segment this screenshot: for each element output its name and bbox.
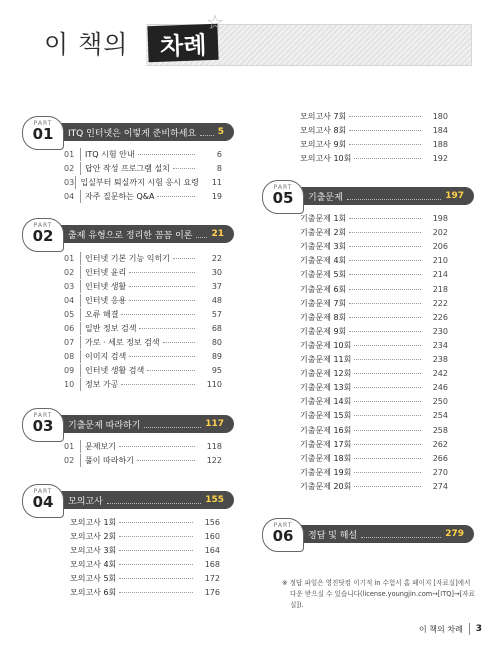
- part-05-header[interactable]: [262, 180, 474, 212]
- toc-leader: [121, 314, 195, 315]
- toc-item-number: 02: [64, 162, 81, 175]
- toc-item-page: 122: [206, 456, 222, 465]
- toc-item-page: 246: [432, 383, 448, 393]
- toc-item-label: 기출문제 12회: [300, 369, 352, 379]
- toc-leader: [349, 289, 421, 290]
- toc-item[interactable]: [300, 212, 448, 225]
- toc-leader: [119, 578, 193, 579]
- toc-item-label: 기출문제 4회: [300, 256, 347, 266]
- toc-item[interactable]: [70, 544, 220, 557]
- toc-leader: [349, 232, 421, 233]
- download-note: [282, 578, 482, 611]
- toc-item-page: 37: [211, 282, 222, 291]
- toc-item-number: 02: [64, 266, 81, 279]
- toc-item-page: 210: [432, 256, 448, 266]
- toc-item-label: 입실부터 퇴실까지 시험 응시 요령: [80, 178, 199, 187]
- part-01-page: 5: [217, 127, 224, 137]
- toc-item-page: 214: [432, 270, 448, 280]
- part-02-title: 출제 유형으로 정리한 꼼꼼 이론: [68, 230, 193, 241]
- toc-leader: [173, 168, 195, 169]
- part-03-page: 117: [205, 419, 224, 429]
- toc-leader: [137, 460, 195, 461]
- toc-item-label: 기출문제 1회: [300, 214, 347, 223]
- toc-item-page: 270: [432, 467, 448, 477]
- toc-leader: [354, 345, 421, 346]
- toc-leader: [119, 536, 193, 537]
- toc-item-label: 자주 질문하는 Q&A: [85, 192, 155, 201]
- toc-item[interactable]: [300, 438, 448, 451]
- toc-item-label: 모의고사 3회: [70, 546, 117, 555]
- part-05-title: 기출문제: [308, 192, 343, 203]
- toc-item-number: 03: [64, 280, 81, 293]
- toc-item[interactable]: [64, 364, 222, 377]
- toc-item-label: 기출문제 11회: [300, 355, 352, 364]
- toc-item-page: 254: [432, 411, 448, 421]
- toc-leader: [173, 258, 195, 259]
- toc-item[interactable]: [300, 452, 448, 465]
- toc-item[interactable]: [300, 311, 448, 324]
- toc-item[interactable]: [300, 325, 448, 338]
- toc-item[interactable]: [70, 558, 220, 571]
- toc-item[interactable]: [300, 297, 448, 310]
- toc-leader: [129, 300, 195, 301]
- part-03-header[interactable]: [22, 408, 234, 440]
- part-05-page: 197: [445, 191, 464, 201]
- toc-item[interactable]: [300, 240, 448, 253]
- page-footer: [419, 623, 482, 635]
- toc-leader: [129, 286, 195, 287]
- toc-item-label: 기출문제 19회: [300, 467, 352, 477]
- toc-item[interactable]: [300, 254, 448, 267]
- toc-item[interactable]: [300, 124, 448, 137]
- toc-item-number: 04: [64, 294, 81, 307]
- toc-item-page: 230: [432, 326, 448, 336]
- toc-item-number: 04: [64, 190, 81, 203]
- toc-item-number: 05: [64, 308, 81, 321]
- toc-leader: [354, 444, 421, 445]
- part-04-page: 155: [205, 495, 224, 505]
- toc-item[interactable]: [70, 516, 220, 529]
- part-04-title: 모의고사: [68, 496, 103, 507]
- toc-item-label: 모의고사 1회: [70, 518, 117, 527]
- toc-item-label: 기출문제 7회: [300, 298, 347, 308]
- toc-item-label: 인터넷 생활 검색: [85, 366, 145, 375]
- toc-item-label: 인터넷 윤리: [85, 268, 127, 277]
- toc-item-label: 모의고사 5회: [70, 574, 117, 583]
- part-04-header[interactable]: [22, 484, 234, 516]
- part-06-bar: [296, 525, 474, 543]
- toc-item-label: 기출문제 15회: [300, 411, 352, 421]
- toc-item-label: 기출문제 10회: [300, 340, 352, 350]
- toc-leader: [354, 486, 421, 487]
- footer-label: 이 책의 차례: [419, 624, 463, 634]
- toc-item-page: 266: [432, 453, 448, 463]
- toc-item-number: 08: [64, 350, 81, 363]
- toc-item-page: 222: [432, 298, 448, 308]
- toc-item-label: 기출문제 20회: [300, 481, 352, 491]
- part-03-title: 기출문제 따라하기: [68, 420, 141, 431]
- toc-leader: [119, 564, 193, 565]
- part-05-bar: [296, 187, 474, 205]
- toc-item-page: 89: [211, 352, 222, 361]
- toc-item[interactable]: [300, 283, 448, 296]
- toc-leader: [349, 130, 421, 131]
- toc-item-page: 234: [432, 340, 448, 350]
- toc-item-number: 06: [64, 322, 81, 335]
- toc-item-number: 09: [64, 364, 81, 377]
- toc-item-page: 226: [432, 312, 448, 322]
- toc-leader: [129, 272, 195, 273]
- toc-item[interactable]: [64, 378, 222, 391]
- toc-item-page: 184: [432, 126, 448, 135]
- toc-item-label: 모의고사 9회: [300, 140, 347, 149]
- part-02-badge: PART 02: [22, 218, 64, 252]
- title-text: 이 책의: [44, 30, 129, 59]
- toc-item[interactable]: [300, 480, 448, 493]
- toc-item-label: 기출문제 14회: [300, 397, 352, 407]
- toc-item-page: 168: [204, 560, 220, 569]
- note-line-1: ※ 정답 파일은 영진닷컴 이기적 in 수험서 홈 페이지 [자료실]에서: [282, 579, 471, 587]
- toc-item-page: 274: [432, 481, 448, 491]
- toc-item[interactable]: [64, 190, 222, 203]
- toc-item-label: 문제보기: [85, 442, 116, 451]
- part-01-bar: [56, 123, 234, 141]
- toc-item-label: 풀이 따라하기: [85, 456, 134, 465]
- toc-item-number: 10: [64, 378, 81, 391]
- toc-item-label: 기출문제 13회: [300, 383, 352, 393]
- toc-item[interactable]: [64, 322, 222, 335]
- toc-item-label: 정보 가공: [85, 380, 119, 389]
- toc-item[interactable]: [64, 162, 222, 175]
- toc-item[interactable]: [64, 148, 222, 161]
- toc-item[interactable]: [64, 266, 222, 279]
- toc-item[interactable]: [64, 350, 222, 363]
- star-icon: ☆: [206, 10, 224, 34]
- toc-item-label: 인터넷 응용: [85, 296, 127, 305]
- toc-item-page: 80: [211, 338, 222, 347]
- part-06-page: 279: [445, 529, 464, 539]
- toc-item[interactable]: [70, 586, 220, 599]
- toc-item[interactable]: [64, 440, 222, 453]
- toc-item-number: 01: [64, 440, 81, 453]
- toc-leader: [138, 154, 195, 155]
- toc-item-label: 모의고사 8회: [300, 126, 347, 135]
- toc-item[interactable]: [300, 353, 448, 366]
- toc-leader: [139, 328, 195, 329]
- toc-item-label: 가로 · 세로 정보 검색: [85, 338, 160, 347]
- toc-item-label: 기출문제 5회: [300, 270, 347, 280]
- toc-leader: [349, 317, 421, 318]
- header-banner: [20, 10, 480, 70]
- toc-item[interactable]: [64, 308, 222, 321]
- toc-item-page: 180: [432, 112, 448, 121]
- toc-leader: [354, 472, 421, 473]
- toc-leader: [354, 458, 421, 459]
- toc-item-label: 모의고사 2회: [70, 532, 117, 541]
- toc-item-page: 206: [432, 242, 448, 252]
- toc-leader: [354, 158, 421, 159]
- toc-item-page: 8: [216, 164, 222, 173]
- toc-item[interactable]: [300, 152, 448, 165]
- toc-item-page: 57: [211, 310, 222, 319]
- toc-item-page: 238: [432, 355, 448, 364]
- toc-item-number: 07: [64, 336, 81, 349]
- toc-item[interactable]: [64, 336, 222, 349]
- toc-leader: [349, 246, 421, 247]
- toc-leader: [349, 331, 421, 332]
- toc-item-page: 176: [204, 588, 220, 597]
- toc-item[interactable]: [300, 381, 448, 394]
- part-02-bar: [56, 225, 234, 243]
- toc-item[interactable]: [64, 280, 222, 293]
- toc-item-label: 기출문제 9회: [300, 326, 347, 336]
- toc-item[interactable]: [300, 395, 448, 408]
- page-title: [34, 18, 146, 68]
- toc-item-page: 156: [204, 518, 220, 527]
- toc-leader: [119, 522, 193, 523]
- toc-item-label: 모의고사 7회: [300, 112, 347, 121]
- toc-leader: [129, 356, 195, 357]
- toc-leader: [119, 446, 195, 447]
- toc-item-page: 250: [432, 397, 448, 407]
- toc-item-page: 11: [211, 178, 222, 187]
- part-01-title: ITQ 인터넷은 이렇게 준비하세요: [68, 128, 197, 139]
- toc-item-page: 95: [211, 366, 222, 375]
- toc-item-page: 188: [432, 140, 448, 149]
- toc-item-page: 198: [432, 214, 448, 223]
- toc-item-page: 118: [206, 442, 222, 451]
- toc-item[interactable]: [64, 252, 222, 265]
- toc-item-label: 모의고사 4회: [70, 560, 117, 569]
- toc-leader: [349, 144, 421, 145]
- toc-item-label: 기출문제 8회: [300, 312, 347, 322]
- toc-item-page: 6: [216, 150, 222, 159]
- part-02-page: 21: [211, 229, 224, 239]
- toc-leader: [163, 342, 195, 343]
- toc-item-number: 01: [64, 148, 81, 161]
- toc-item-number: 01: [64, 252, 81, 265]
- toc-leader: [119, 550, 193, 551]
- toc-item-page: 110: [206, 380, 222, 389]
- toc-item-page: 172: [204, 574, 220, 583]
- part-05-badge: PART 05: [262, 180, 304, 214]
- toc-leader: [121, 384, 195, 385]
- toc-item[interactable]: [300, 138, 448, 151]
- note-line-2: 다운 받으실 수 있습니다(license.youngjin.com→[ITQ]→[자료실]).: [290, 590, 475, 609]
- toc-item-label: 인터넷 생활: [85, 282, 127, 291]
- toc-item-page: 164: [204, 546, 220, 555]
- toc-item-page: 160: [204, 532, 220, 541]
- toc-item[interactable]: [64, 176, 222, 189]
- toc-leader: [349, 116, 421, 117]
- toc-leader: [354, 359, 421, 360]
- toc-leader: [354, 387, 421, 388]
- toc-leader: [354, 401, 421, 402]
- toc-leader: [147, 370, 195, 371]
- toc-item-label: 기출문제 17회: [300, 439, 352, 449]
- toc-leader: [349, 303, 421, 304]
- toc-leader: [354, 415, 421, 416]
- toc-item[interactable]: [300, 466, 448, 479]
- toc-item-label: 일반 정보 검색: [85, 324, 137, 333]
- toc-leader: [354, 430, 421, 431]
- toc-item[interactable]: [64, 454, 222, 467]
- part-06-title: 정답 및 해설: [308, 530, 358, 541]
- part-01-badge: PART 01: [22, 116, 64, 150]
- title-tag: 차례: [147, 24, 219, 62]
- toc-item[interactable]: [300, 268, 448, 281]
- toc-item-page: 202: [432, 228, 448, 238]
- part-06-badge: PART 06: [262, 518, 304, 552]
- toc-leader: [354, 373, 421, 374]
- toc-item[interactable]: [300, 424, 448, 437]
- toc-leader: [349, 218, 421, 219]
- toc-leader: [119, 592, 193, 593]
- toc-item-page: 218: [432, 284, 448, 294]
- toc-item-page: 192: [432, 154, 448, 163]
- toc-item-label: 기출문제 18회: [300, 453, 352, 463]
- toc-item-label: 인터넷 기본 기능 익히기: [85, 254, 170, 263]
- toc-item-number: 03: [64, 176, 76, 189]
- part-04-badge: PART 04: [22, 484, 64, 518]
- part-03-bar: [56, 415, 234, 433]
- toc-item-label: 오류 해결: [85, 310, 119, 319]
- toc-item[interactable]: [300, 226, 448, 239]
- toc-item[interactable]: [70, 572, 220, 585]
- toc-item-label: 모의고사 6회: [70, 588, 117, 597]
- toc-item[interactable]: [64, 294, 222, 307]
- toc-item-label: 기출문제 2회: [300, 228, 347, 238]
- toc-item-label: 답안 작성 프로그램 설치: [85, 164, 170, 173]
- toc-item[interactable]: [70, 530, 220, 543]
- toc-item[interactable]: [300, 110, 448, 123]
- toc-item-page: 22: [211, 254, 222, 263]
- page-number: 3: [475, 624, 482, 634]
- toc-item-page: 258: [432, 425, 448, 435]
- toc-item[interactable]: [300, 339, 448, 352]
- toc-item-label: 기출문제 6회: [300, 284, 347, 294]
- toc-item-label: ITQ 시험 안내: [85, 150, 135, 159]
- part-04-bar: [56, 491, 234, 509]
- toc-item-page: 68: [211, 324, 222, 333]
- toc-item-page: 48: [211, 296, 222, 305]
- toc-item-label: 기출문제 16회: [300, 425, 352, 435]
- part-06-header[interactable]: [262, 518, 474, 550]
- toc-item[interactable]: [300, 409, 448, 422]
- toc-item-page: 262: [432, 439, 448, 449]
- toc-leader: [349, 260, 421, 261]
- part-03-badge: PART 03: [22, 408, 64, 442]
- toc-item-page: 30: [211, 268, 222, 277]
- toc-item-page: 242: [432, 369, 448, 379]
- toc-item-number: 02: [64, 454, 81, 467]
- toc-leader: [157, 196, 195, 197]
- toc-item-label: 기출문제 3회: [300, 242, 347, 252]
- toc-leader: [349, 274, 421, 275]
- toc-item-label: 이미지 검색: [85, 352, 127, 361]
- part-01-header[interactable]: [22, 116, 234, 148]
- part-02-header[interactable]: [22, 218, 234, 250]
- toc-item-page: 19: [211, 192, 222, 201]
- toc-item-label: 모의고사 10회: [300, 154, 352, 163]
- toc-item[interactable]: [300, 367, 448, 380]
